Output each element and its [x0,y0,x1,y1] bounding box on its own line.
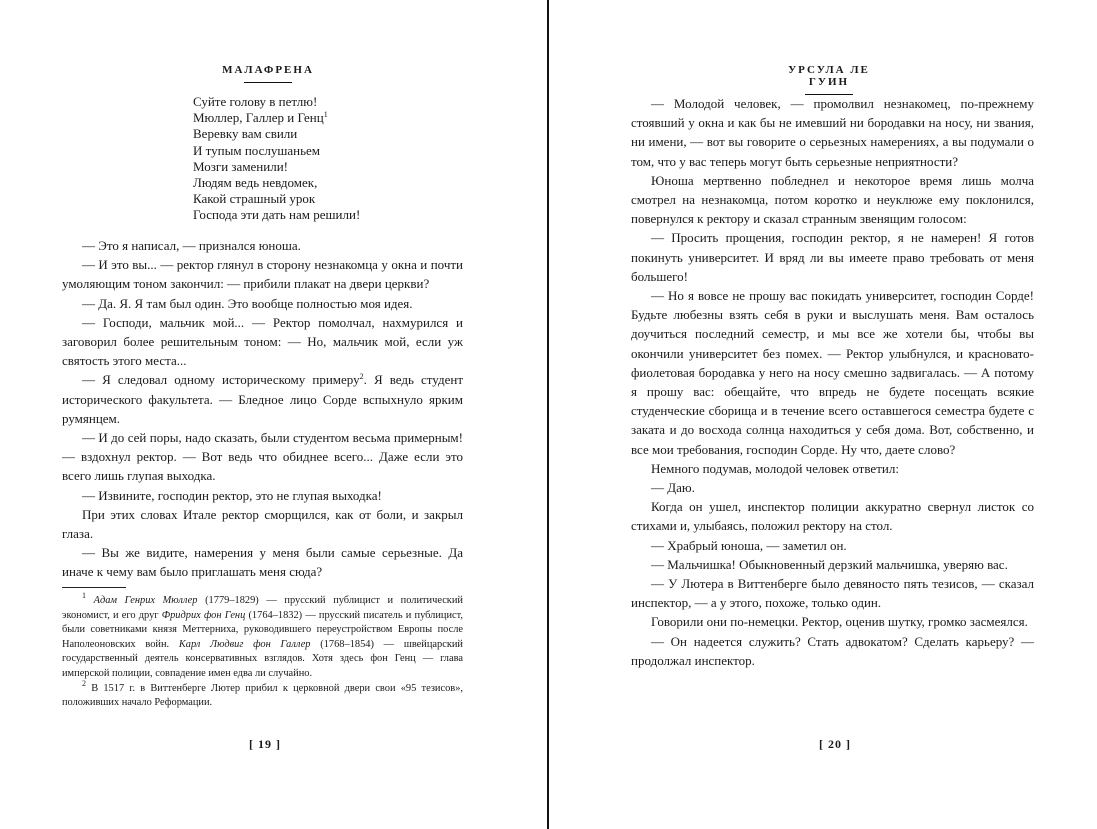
paragraph: Говорили они по-немецки. Ректор, оценив шутку, громко засмеялся. [651,614,1028,630]
paragraph: — И до сей поры, надо сказать, были студентом весьма примерным! — вздохнул ректор. — Вот ведь что обиднее всего... Даже если это всего лишь глупая выходка. [62,430,463,484]
footnote-2: $^2$ В 1517 г. в Виттенберге Лютер прибил к церковной двери свои «95 тезисов», положивших начало Реформации. [62,678,463,709]
paragraph: — У Лютера в Виттенберге было девяносто пять тезисов, — сказал инспектор, — а у этого, похоже, только один. [631,576,1034,611]
body-text [631,94,1034,670]
paragraph: Немного подумав, молодой человек ответил: [651,460,899,476]
paragraph: — Он надеется служить? Стать адвокатом? Сделать карьеру? — продолжал инспектор. [631,633,1034,668]
footnote-ref[interactable]: 1 [323,110,328,120]
paragraph: — Но я вовсе не прошу вас покидать университет, господин Сорде! Будьте любезны взять себя в руки и выслушать меня. Вам осталось доучиться последний семестр, и мы все же хотели бы, чтобы вы окончили университет без помех. — Ректор улыбнулся, и красновато-фиолетовая бородавка у него на носу смешно задвигалась. — А потому я прошу вас: обещайте, что впредь не будете посещать всякие студенческие сборища и в течение всего оставшегося семестра будете с заката и до восхода солнца находиться у себя дома. Вот, собственно, и все мои требования, господин Сорде. Ну что, даете слово? [631,288,1034,457]
paragraph: При этих словах Итале ректор сморщился, как от боли, и закрыл глаза. [62,506,463,542]
paragraph: — Даю. [651,480,695,496]
paragraph: — И это вы... — ректор глянул в сторону незнакомца у окна и почти умоляющим тоном закончил: — прибили плакат на двери церкви? [62,257,463,292]
footnote-ref[interactable]: 2 [359,372,364,382]
running-head-text: МАЛАФРЕНА [222,64,314,76]
running-head [222,64,314,83]
paragraph: — Просить прощения, господин ректор, я не намерен! Я готов покинуть университет. И вряд ли вы имеете право требовать от меня большего! [631,230,1034,284]
page-number: [ 19 ] [249,737,281,751]
paragraph: — Господи, мальчик мой... — Ректор помолчал, нахмурился и заговорил более решительным тоном: — Но, мальчик мой, если уж святость этого места... [62,314,463,369]
paragraph: — Извините, господин ректор, это не глупая выходка! [82,487,382,503]
footnotes [62,591,463,711]
paragraph: — Я следовал одному историческому примеру$^2$. Я ведь студент исторического факультета. — Бледное лицо Сорде вспыхнуло ярким румянцем. [62,372,464,426]
poem-line: И тупым послушаньем [193,142,321,158]
paragraph: — Мальчишка! Обыкновенный дерзкий мальчишка, уверяю вас. [651,556,1008,572]
poem-line: Веревку вам свили [193,126,298,142]
paragraph: — Вы же видите, намерения у меня были самые серьезные. Да иначе к чему вам было приглашать меня сюда? [62,545,463,580]
footnote-1: $^1$ Адам Генрих Мюллер (1779–1829) — прусский публицист и политический экономист, и его друг Фридрих фон Генц (1764–1832) — прусский писатель и публицист, были советниками князя Меттерниха, руководившего переустройством Европы после Наполеоновских войн. Карл Людвиг фон Галлер (1768–1854) — швейцарский государственный деятель консервативных взглядов. Хотя здесь фон Генц — глава имперской полиции, совпадение имен едва ли случайно. [62,591,463,679]
page-number: [ 20 ] [819,737,851,751]
poem-line: Суйте голову в петлю! [193,94,318,109]
left-page [0,0,547,829]
running-head-text: УРСУЛА ЛЕ ГУИН [788,64,870,88]
paragraph: — Да. Я. Я там был один. Это вообще полностью моя идея. [82,295,413,311]
poem-line: Какой страшный урок [193,191,316,207]
poem [193,94,360,224]
body-text [62,236,463,582]
paragraph: Когда он ушел, инспектор полиции аккуратно свернул листок со стихами и, улыбаясь, положил ректору на стол. [631,499,1034,534]
paragraph: Юноша мертвенно побледнел и некоторое время лишь молча смотрел на незнакомца, потом коротко и неуклюже ему поклонился, повернулся к ректору и сказал странным звенящим голосом: [631,172,1034,227]
paragraph: — Храбрый юноша, — заметил он. [651,537,847,553]
poem-line: Мозги заменили! [193,158,288,174]
running-head-rule [244,82,292,83]
poem-line: Господа эти дать нам решили! [193,207,361,223]
running-head [774,64,884,95]
paragraph: — Молодой человек, — промолвил незнакомец, по-прежнему стоявший у окна и как бы не имевший ни бородавки на носу, ни звания, ни имени, — вот вы говорите о серьезных намерениях, а вы подумали о том, что у вас теперь могут быть серьезные неприятности? [631,96,1034,169]
footnote-rule [62,587,126,588]
paragraph: — Это я написал, — признался юноша. [82,238,301,253]
right-page [549,0,1097,829]
poem-line: Мюллер, Галлер и Генц$^1$ [193,110,328,126]
poem-line: Людям ведь невдомек, [193,175,318,191]
